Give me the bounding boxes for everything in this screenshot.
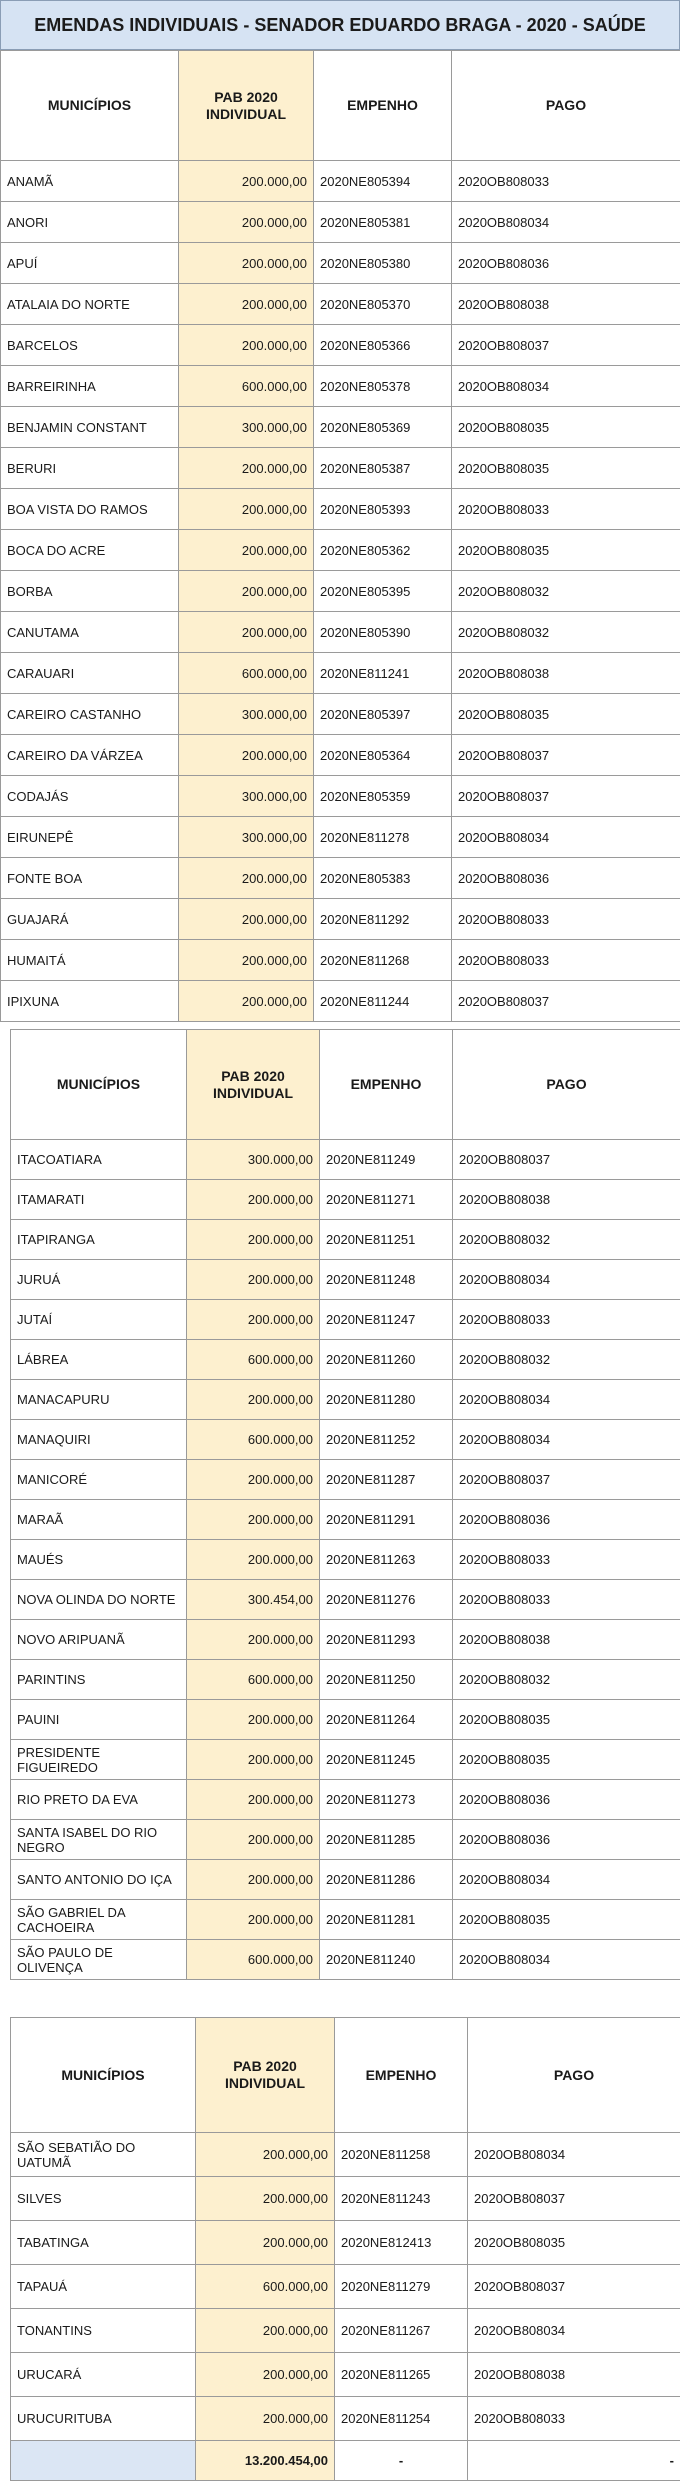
pab-cell: 200.000,00 xyxy=(187,1300,320,1340)
municipio-cell: TABATINGA xyxy=(11,2221,196,2265)
pab-cell: 200.000,00 xyxy=(179,530,314,571)
empenho-cell: 2020NE811286 xyxy=(320,1860,453,1900)
pago-cell: 2020OB808034 xyxy=(453,1940,680,1980)
empenho-cell: 2020NE805395 xyxy=(314,571,452,612)
table-row xyxy=(11,1660,680,1700)
pago-cell: 2020OB808032 xyxy=(453,1660,680,1700)
table-row xyxy=(1,448,680,489)
pab-cell: 200.000,00 xyxy=(179,489,314,530)
municipio-cell: URUCARÁ xyxy=(11,2353,196,2397)
pago-cell: 2020OB808032 xyxy=(453,1220,680,1260)
table-row xyxy=(1,776,680,817)
header-empenho: EMPENHO xyxy=(320,1030,453,1140)
pab-cell: 200.000,00 xyxy=(187,1860,320,1900)
empenho-cell: 2020NE805362 xyxy=(314,530,452,571)
empenho-cell: 2020NE805390 xyxy=(314,612,452,653)
empenho-cell: 2020NE811247 xyxy=(320,1300,453,1340)
pab-cell: 200.000,00 xyxy=(187,1260,320,1300)
empenho-cell: 2020NE811241 xyxy=(314,653,452,694)
amendments-table-3 xyxy=(10,2017,680,2481)
empenho-cell: 2020NE811254 xyxy=(335,2397,468,2441)
empenho-cell: 2020NE811267 xyxy=(335,2309,468,2353)
municipio-cell: MANAQUIRI xyxy=(11,1420,187,1460)
empenho-cell: 2020NE811280 xyxy=(320,1380,453,1420)
header-municipios: MUNICÍPIOS xyxy=(11,2018,196,2133)
pago-cell: 2020OB808034 xyxy=(453,1380,680,1420)
empenho-cell: 2020NE811243 xyxy=(335,2177,468,2221)
empenho-cell: 2020NE811292 xyxy=(314,899,452,940)
table-2-body xyxy=(11,1140,680,1980)
pago-cell: 2020OB808036 xyxy=(452,243,680,284)
municipio-cell: CAREIRO CASTANHO xyxy=(1,694,179,735)
empenho-cell: 2020NE805378 xyxy=(314,366,452,407)
table-row xyxy=(11,2221,680,2265)
pab-cell: 600.000,00 xyxy=(187,1420,320,1460)
header-municipios: MUNICÍPIOS xyxy=(11,1030,187,1140)
empenho-cell: 2020NE805387 xyxy=(314,448,452,489)
pago-cell: 2020OB808037 xyxy=(468,2177,680,2221)
municipio-cell: BENJAMIN CONSTANT xyxy=(1,407,179,448)
pab-cell: 200.000,00 xyxy=(187,1220,320,1260)
table-row xyxy=(11,1900,680,1940)
pago-cell: 2020OB808038 xyxy=(453,1180,680,1220)
table-row xyxy=(11,1220,680,1260)
pab-cell: 200.000,00 xyxy=(196,2309,335,2353)
pab-cell: 200.000,00 xyxy=(179,940,314,981)
pab-cell: 200.000,00 xyxy=(196,2353,335,2397)
empenho-cell: 2020NE811265 xyxy=(335,2353,468,2397)
empenho-cell: 2020NE805380 xyxy=(314,243,452,284)
municipio-cell: ITAMARATI xyxy=(11,1180,187,1220)
table-row xyxy=(11,1780,680,1820)
municipio-cell: NOVO ARIPUANÃ xyxy=(11,1620,187,1660)
pago-cell: 2020OB808037 xyxy=(468,2265,680,2309)
municipio-cell: BARCELOS xyxy=(1,325,179,366)
pago-cell: 2020OB808034 xyxy=(452,817,680,858)
empenho-cell: 2020NE811285 xyxy=(320,1820,453,1860)
page-title: EMENDAS INDIVIDUAIS - SENADOR EDUARDO BRAGA - 2020 - SAÚDE xyxy=(0,0,680,50)
empenho-cell: 2020NE805381 xyxy=(314,202,452,243)
table-row xyxy=(11,1300,680,1340)
pago-cell: 2020OB808034 xyxy=(468,2309,680,2353)
pab-cell: 600.000,00 xyxy=(187,1940,320,1980)
pago-cell: 2020OB808038 xyxy=(452,653,680,694)
total-row xyxy=(11,2441,680,2481)
pab-cell: 600.000,00 xyxy=(196,2265,335,2309)
municipio-cell: SILVES xyxy=(11,2177,196,2221)
municipio-cell: IPIXUNA xyxy=(1,981,179,1022)
table-row xyxy=(1,161,680,202)
municipio-cell: ANORI xyxy=(1,202,179,243)
pago-cell: 2020OB808034 xyxy=(452,366,680,407)
pago-cell: 2020OB808036 xyxy=(453,1500,680,1540)
municipio-cell: EIRUNEPÊ xyxy=(1,817,179,858)
pab-cell: 200.000,00 xyxy=(187,1900,320,1940)
municipio-cell: LÁBREA xyxy=(11,1340,187,1380)
pab-cell: 200.000,00 xyxy=(187,1620,320,1660)
table-row xyxy=(1,817,680,858)
pab-cell: 300.000,00 xyxy=(179,817,314,858)
pab-cell: 300.000,00 xyxy=(187,1140,320,1180)
municipio-cell: BOA VISTA DO RAMOS xyxy=(1,489,179,530)
empenho-cell: 2020NE811248 xyxy=(320,1260,453,1300)
municipio-cell: SANTA ISABEL DO RIO NEGRO xyxy=(11,1820,187,1860)
pab-cell: 200.000,00 xyxy=(179,202,314,243)
table-1-body xyxy=(1,161,680,1022)
municipio-cell: URUCURITUBA xyxy=(11,2397,196,2441)
header-pab: PAB 2020 INDIVIDUAL xyxy=(187,1030,320,1140)
table-row xyxy=(11,1860,680,1900)
empenho-cell: 2020NE811273 xyxy=(320,1780,453,1820)
pab-cell: 200.000,00 xyxy=(196,2133,335,2177)
municipio-cell: BERURI xyxy=(1,448,179,489)
pago-cell: 2020OB808035 xyxy=(452,694,680,735)
pago-cell: 2020OB808033 xyxy=(453,1540,680,1580)
header-pab: PAB 2020 INDIVIDUAL xyxy=(196,2018,335,2133)
table-row xyxy=(11,1260,680,1300)
municipio-cell: ITAPIRANGA xyxy=(11,1220,187,1260)
table-header-row xyxy=(1,51,680,161)
pago-cell: 2020OB808037 xyxy=(452,981,680,1022)
table-row xyxy=(11,1460,680,1500)
pab-cell: 200.000,00 xyxy=(196,2397,335,2441)
pab-cell: 200.000,00 xyxy=(179,448,314,489)
empenho-cell: 2020NE811264 xyxy=(320,1700,453,1740)
table-row xyxy=(11,1380,680,1420)
table-row xyxy=(11,1140,680,1180)
municipio-cell: CANUTAMA xyxy=(1,612,179,653)
pago-cell: 2020OB808034 xyxy=(453,1260,680,1300)
header-municipios: MUNICÍPIOS xyxy=(1,51,179,161)
empenho-cell: 2020NE812413 xyxy=(335,2221,468,2265)
pab-cell: 600.000,00 xyxy=(179,366,314,407)
table-row xyxy=(11,1180,680,1220)
pab-cell: 200.000,00 xyxy=(187,1540,320,1580)
table-row xyxy=(11,2353,680,2397)
pago-cell: 2020OB808032 xyxy=(453,1340,680,1380)
table-row xyxy=(11,1540,680,1580)
municipio-cell: ITACOATIARA xyxy=(11,1140,187,1180)
municipio-cell: JURUÁ xyxy=(11,1260,187,1300)
table-row xyxy=(11,1820,680,1860)
pago-cell: 2020OB808033 xyxy=(452,489,680,530)
empenho-cell: 2020NE805393 xyxy=(314,489,452,530)
total-pago-cell: - xyxy=(468,2441,680,2481)
pab-cell: 200.000,00 xyxy=(196,2221,335,2265)
pago-cell: 2020OB808033 xyxy=(453,1580,680,1620)
pago-cell: 2020OB808035 xyxy=(453,1700,680,1740)
pago-cell: 2020OB808033 xyxy=(468,2397,680,2441)
municipio-cell: NOVA OLINDA DO NORTE xyxy=(11,1580,187,1620)
table-row xyxy=(1,243,680,284)
empenho-cell: 2020NE805366 xyxy=(314,325,452,366)
table-row xyxy=(11,2133,680,2177)
pago-cell: 2020OB808038 xyxy=(468,2353,680,2397)
municipio-cell: MANACAPURU xyxy=(11,1380,187,1420)
pab-cell: 300.000,00 xyxy=(179,776,314,817)
table-3-body xyxy=(11,2133,680,2481)
pago-cell: 2020OB808035 xyxy=(452,448,680,489)
empenho-cell: 2020NE811271 xyxy=(320,1180,453,1220)
table-row xyxy=(1,653,680,694)
empenho-cell: 2020NE805359 xyxy=(314,776,452,817)
table-row xyxy=(11,1500,680,1540)
pab-cell: 200.000,00 xyxy=(187,1380,320,1420)
pago-cell: 2020OB808035 xyxy=(452,407,680,448)
municipio-cell: CARAUARI xyxy=(1,653,179,694)
municipio-cell: TAPAUÁ xyxy=(11,2265,196,2309)
empenho-cell: 2020NE811268 xyxy=(314,940,452,981)
empenho-cell: 2020NE805394 xyxy=(314,161,452,202)
table-row xyxy=(1,284,680,325)
table-row xyxy=(1,981,680,1022)
table-row xyxy=(1,325,680,366)
table-row xyxy=(1,612,680,653)
pab-cell: 200.000,00 xyxy=(187,1180,320,1220)
empenho-cell: 2020NE811245 xyxy=(320,1740,453,1780)
empenho-cell: 2020NE811278 xyxy=(314,817,452,858)
table-row xyxy=(11,2177,680,2221)
pago-cell: 2020OB808033 xyxy=(452,899,680,940)
table-row xyxy=(1,407,680,448)
pab-cell: 300.000,00 xyxy=(179,407,314,448)
empenho-cell: 2020NE811260 xyxy=(320,1340,453,1380)
table-row xyxy=(11,2397,680,2441)
pago-cell: 2020OB808038 xyxy=(453,1620,680,1660)
municipio-cell: PARINTINS xyxy=(11,1660,187,1700)
table-row xyxy=(11,2265,680,2309)
pab-cell: 200.000,00 xyxy=(187,1780,320,1820)
empenho-cell: 2020NE811240 xyxy=(320,1940,453,1980)
total-pab-cell: 13.200.454,00 xyxy=(196,2441,335,2481)
municipio-cell: SÃO GABRIEL DA CACHOEIRA xyxy=(11,1900,187,1940)
table-row xyxy=(1,571,680,612)
table-row xyxy=(11,1580,680,1620)
table-row xyxy=(1,940,680,981)
pab-cell: 200.000,00 xyxy=(179,284,314,325)
total-label-cell xyxy=(11,2441,196,2481)
empenho-cell: 2020NE811258 xyxy=(335,2133,468,2177)
empenho-cell: 2020NE811249 xyxy=(320,1140,453,1180)
municipio-cell: PRESIDENTE FIGUEIREDO xyxy=(11,1740,187,1780)
municipio-cell: HUMAITÁ xyxy=(1,940,179,981)
municipio-cell: MAUÉS xyxy=(11,1540,187,1580)
table-row xyxy=(11,1700,680,1740)
table-row xyxy=(1,858,680,899)
empenho-cell: 2020NE805364 xyxy=(314,735,452,776)
municipio-cell: FONTE BOA xyxy=(1,858,179,899)
pago-cell: 2020OB808032 xyxy=(452,571,680,612)
table-row xyxy=(11,1940,680,1980)
table-row xyxy=(1,899,680,940)
pago-cell: 2020OB808036 xyxy=(452,858,680,899)
pab-cell: 200.000,00 xyxy=(187,1700,320,1740)
header-pago: PAGO xyxy=(453,1030,680,1140)
pab-cell: 200.000,00 xyxy=(179,735,314,776)
table-header-row xyxy=(11,2018,680,2133)
municipio-cell: BORBA xyxy=(1,571,179,612)
municipio-cell: BOCA DO ACRE xyxy=(1,530,179,571)
table-header-row xyxy=(11,1030,680,1140)
municipio-cell: BARREIRINHA xyxy=(1,366,179,407)
table-row xyxy=(11,2309,680,2353)
pago-cell: 2020OB808037 xyxy=(452,735,680,776)
empenho-cell: 2020NE811244 xyxy=(314,981,452,1022)
pab-cell: 200.000,00 xyxy=(196,2177,335,2221)
pab-cell: 200.000,00 xyxy=(179,981,314,1022)
pago-cell: 2020OB808037 xyxy=(453,1140,680,1180)
empenho-cell: 2020NE811281 xyxy=(320,1900,453,1940)
pago-cell: 2020OB808036 xyxy=(453,1780,680,1820)
pago-cell: 2020OB808033 xyxy=(452,940,680,981)
pago-cell: 2020OB808035 xyxy=(453,1740,680,1780)
table-row xyxy=(1,202,680,243)
municipio-cell: JUTAÍ xyxy=(11,1300,187,1340)
pab-cell: 200.000,00 xyxy=(179,899,314,940)
table-row xyxy=(11,1420,680,1460)
pab-cell: 200.000,00 xyxy=(179,325,314,366)
pab-cell: 200.000,00 xyxy=(179,858,314,899)
header-pago: PAGO xyxy=(468,2018,680,2133)
table-row xyxy=(11,1340,680,1380)
pab-cell: 200.000,00 xyxy=(187,1820,320,1860)
pab-cell: 200.000,00 xyxy=(179,612,314,653)
empenho-cell: 2020NE805397 xyxy=(314,694,452,735)
empenho-cell: 2020NE811263 xyxy=(320,1540,453,1580)
municipio-cell: GUAJARÁ xyxy=(1,899,179,940)
municipio-cell: CODAJÁS xyxy=(1,776,179,817)
pago-cell: 2020OB808033 xyxy=(452,161,680,202)
empenho-cell: 2020NE805383 xyxy=(314,858,452,899)
table-row xyxy=(1,366,680,407)
pago-cell: 2020OB808037 xyxy=(453,1460,680,1500)
pago-cell: 2020OB808035 xyxy=(452,530,680,571)
municipio-cell: SÃO SEBATIÃO DO UATUMÃ xyxy=(11,2133,196,2177)
empenho-cell: 2020NE811279 xyxy=(335,2265,468,2309)
pab-cell: 200.000,00 xyxy=(187,1460,320,1500)
pab-cell: 200.000,00 xyxy=(179,161,314,202)
pago-cell: 2020OB808034 xyxy=(452,202,680,243)
pab-cell: 200.000,00 xyxy=(179,571,314,612)
pab-cell: 300.000,00 xyxy=(179,694,314,735)
header-pab: PAB 2020 INDIVIDUAL xyxy=(179,51,314,161)
pab-cell: 300.454,00 xyxy=(187,1580,320,1620)
empenho-cell: 2020NE805369 xyxy=(314,407,452,448)
pago-cell: 2020OB808036 xyxy=(453,1820,680,1860)
municipio-cell: SANTO ANTONIO DO IÇA xyxy=(11,1860,187,1900)
pab-cell: 200.000,00 xyxy=(187,1740,320,1780)
pab-cell: 600.000,00 xyxy=(187,1340,320,1380)
municipio-cell: ATALAIA DO NORTE xyxy=(1,284,179,325)
table-row xyxy=(11,1620,680,1660)
pago-cell: 2020OB808034 xyxy=(453,1420,680,1460)
empenho-cell: 2020NE811293 xyxy=(320,1620,453,1660)
municipio-cell: ANAMÃ xyxy=(1,161,179,202)
empenho-cell: 2020NE811250 xyxy=(320,1660,453,1700)
empenho-cell: 2020NE811252 xyxy=(320,1420,453,1460)
municipio-cell: RIO PRETO DA EVA xyxy=(11,1780,187,1820)
empenho-cell: 2020NE811291 xyxy=(320,1500,453,1540)
municipio-cell: MARAÃ xyxy=(11,1500,187,1540)
header-pago: PAGO xyxy=(452,51,680,161)
pago-cell: 2020OB808034 xyxy=(468,2133,680,2177)
pab-cell: 200.000,00 xyxy=(187,1500,320,1540)
empenho-cell: 2020NE811251 xyxy=(320,1220,453,1260)
pab-cell: 600.000,00 xyxy=(187,1660,320,1700)
municipio-cell: SÃO PAULO DE OLIVENÇA xyxy=(11,1940,187,1980)
total-empenho-cell: - xyxy=(335,2441,468,2481)
pago-cell: 2020OB808035 xyxy=(453,1900,680,1940)
pago-cell: 2020OB808033 xyxy=(453,1300,680,1340)
pago-cell: 2020OB808037 xyxy=(452,776,680,817)
municipio-cell: TONANTINS xyxy=(11,2309,196,2353)
pago-cell: 2020OB808037 xyxy=(452,325,680,366)
municipio-cell: MANICORÉ xyxy=(11,1460,187,1500)
header-empenho: EMPENHO xyxy=(335,2018,468,2133)
pab-cell: 200.000,00 xyxy=(179,243,314,284)
municipio-cell: PAUINI xyxy=(11,1700,187,1740)
table-row xyxy=(1,694,680,735)
table-row xyxy=(11,1740,680,1780)
table-row xyxy=(1,530,680,571)
header-empenho: EMPENHO xyxy=(314,51,452,161)
pago-cell: 2020OB808034 xyxy=(453,1860,680,1900)
amendments-table-2 xyxy=(10,1029,680,1980)
pab-cell: 600.000,00 xyxy=(179,653,314,694)
empenho-cell: 2020NE811287 xyxy=(320,1460,453,1500)
table-row xyxy=(1,489,680,530)
pago-cell: 2020OB808038 xyxy=(452,284,680,325)
empenho-cell: 2020NE811276 xyxy=(320,1580,453,1620)
amendments-table-1 xyxy=(0,50,680,1022)
pago-cell: 2020OB808032 xyxy=(452,612,680,653)
municipio-cell: APUÍ xyxy=(1,243,179,284)
municipio-cell: CAREIRO DA VÁRZEA xyxy=(1,735,179,776)
empenho-cell: 2020NE805370 xyxy=(314,284,452,325)
table-row xyxy=(1,735,680,776)
pago-cell: 2020OB808035 xyxy=(468,2221,680,2265)
